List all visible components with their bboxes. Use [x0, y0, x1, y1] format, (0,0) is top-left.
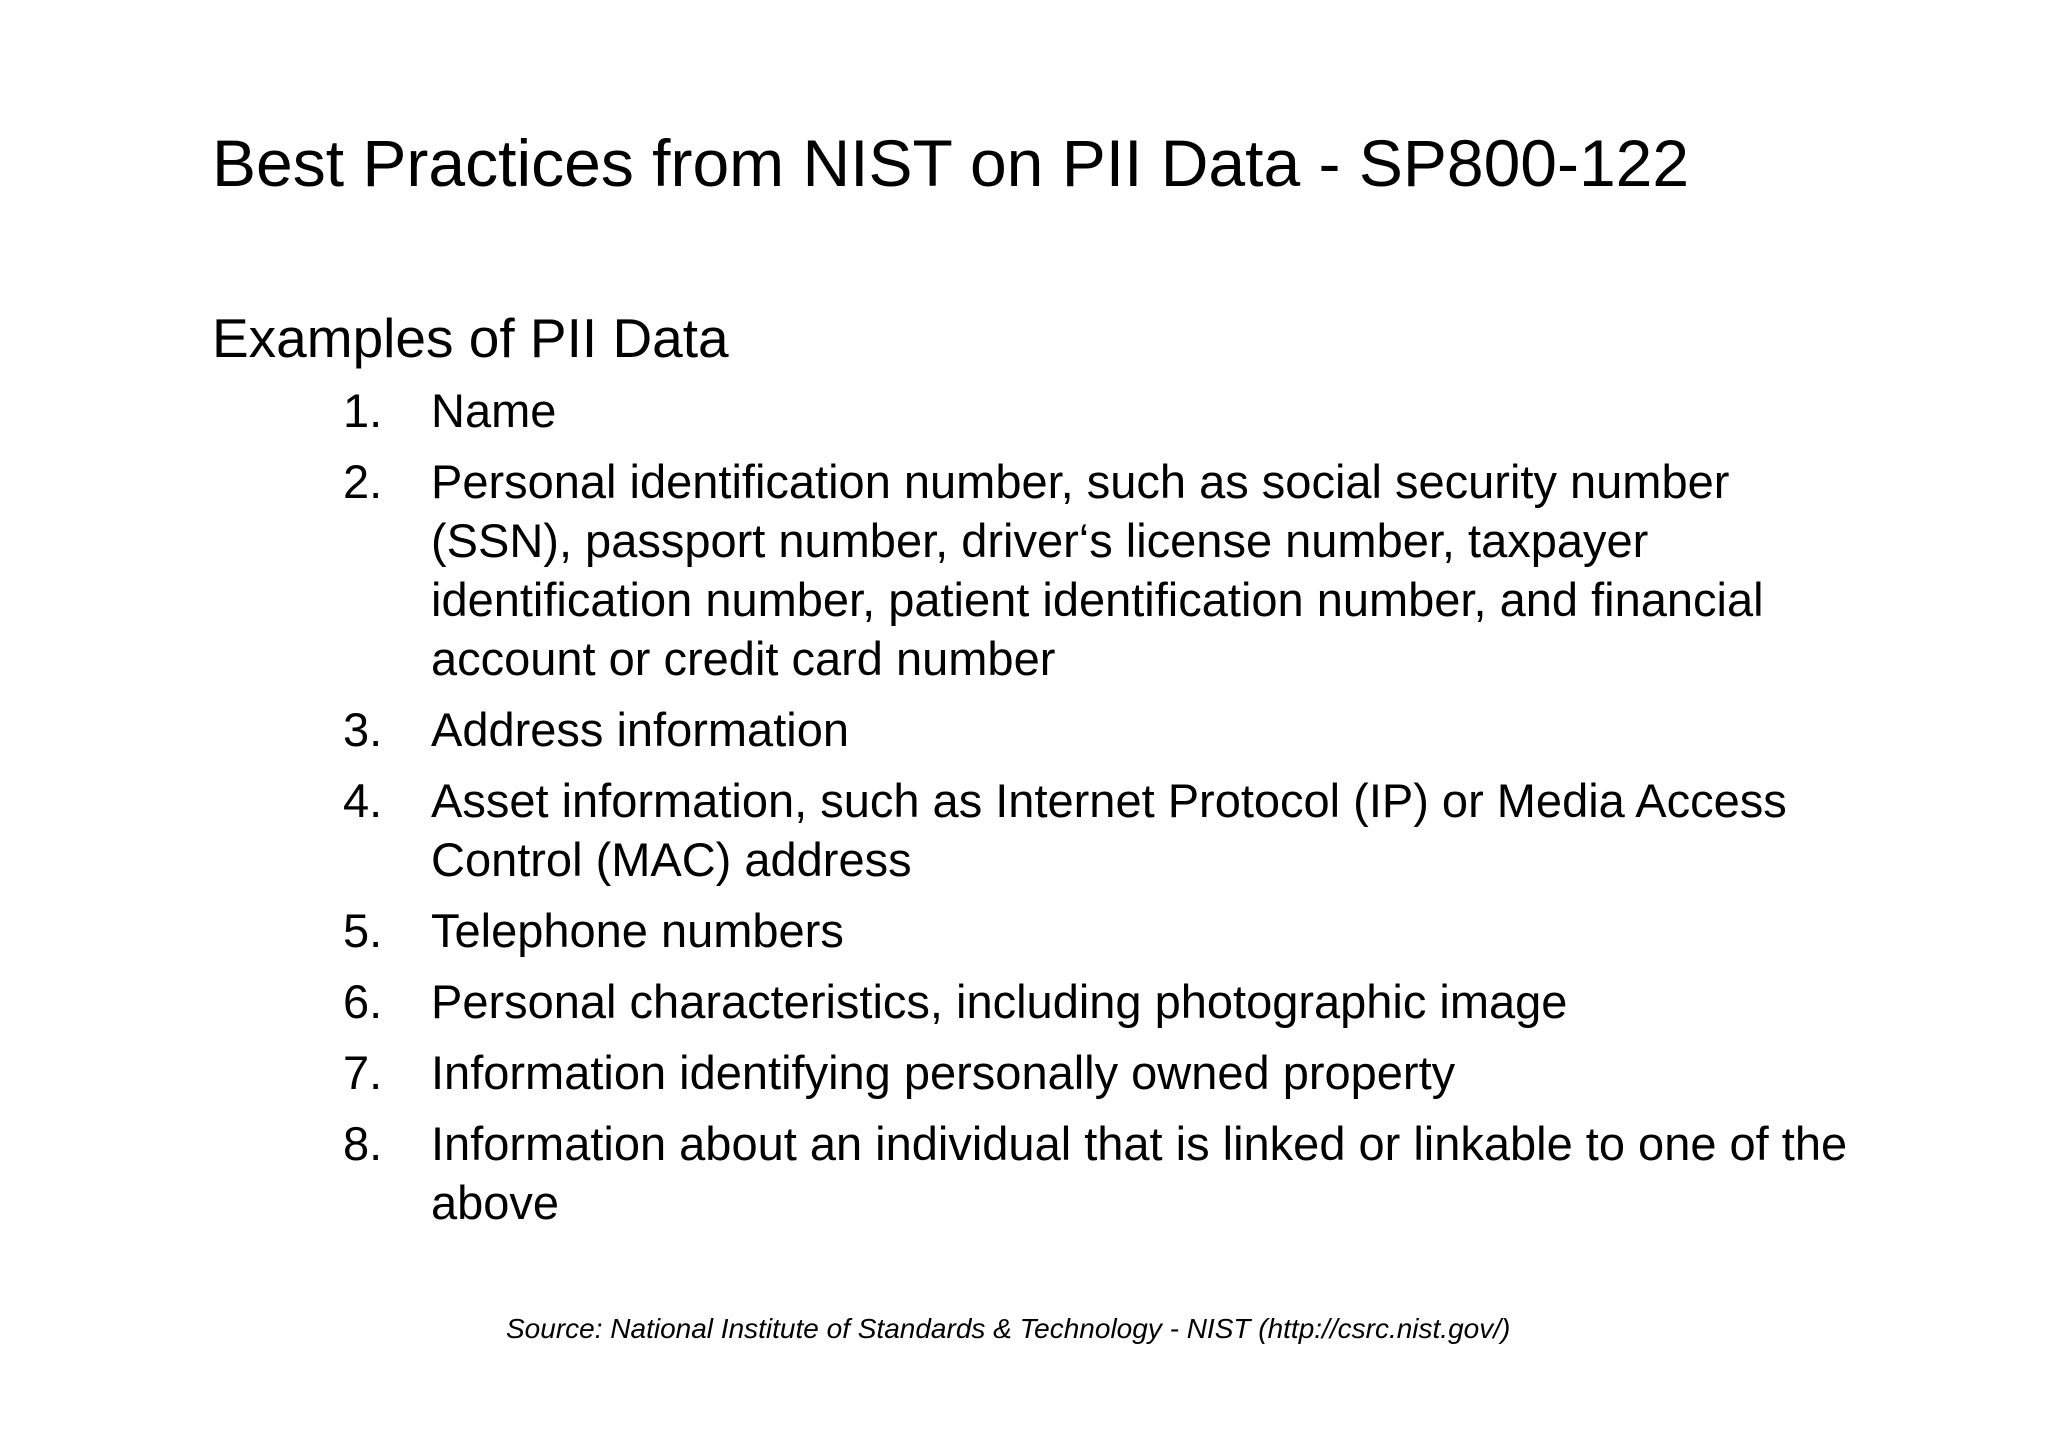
pii-examples-list	[343, 381, 1883, 1244]
list-item-text: Information identifying personally owned property	[431, 1046, 1456, 1099]
list-item-text: Asset information, such as Internet Protocol (IP) or Media Access Control (MAC) address	[431, 774, 1787, 886]
list-item-number: 8.	[343, 1117, 383, 1170]
list-item-text: Information about an individual that is linked or linkable to one of the above	[431, 1117, 1848, 1229]
slide-title: Best Practices from NIST on PII Data - SP800-122	[212, 126, 1690, 200]
list-item-number: 4.	[343, 774, 383, 827]
slide-subtitle: Examples of PII Data	[212, 307, 729, 369]
list-item-text: Personal characteristics, including photographic image	[431, 975, 1568, 1028]
list-item	[343, 381, 1883, 440]
list-item	[343, 1114, 1883, 1232]
list-item-number: 6.	[343, 975, 383, 1028]
list-item-number: 7.	[343, 1046, 383, 1099]
list-item	[343, 771, 1883, 889]
list-item-text: Name	[431, 384, 557, 437]
list-item	[343, 452, 1883, 688]
list-item	[343, 1043, 1883, 1102]
list-item	[343, 901, 1883, 960]
list-item	[343, 700, 1883, 759]
source-citation: Source: National Institute of Standards & Technology - NIST (http://csrc.nist.gov/)	[506, 1313, 1511, 1344]
list-item	[343, 972, 1883, 1031]
list-item-number: 2.	[343, 455, 383, 508]
list-item-number: 1.	[343, 384, 383, 437]
list-item-number: 5.	[343, 904, 383, 957]
list-item-text: Personal identification number, such as social security number (SSN), passport number, driver‘s license number, taxpayer identification number, patient identification number, and financial account or credit card number	[431, 455, 1764, 685]
list-item-text: Address information	[431, 703, 849, 756]
list-item-number: 3.	[343, 703, 383, 756]
list-item-text: Telephone numbers	[431, 904, 844, 957]
